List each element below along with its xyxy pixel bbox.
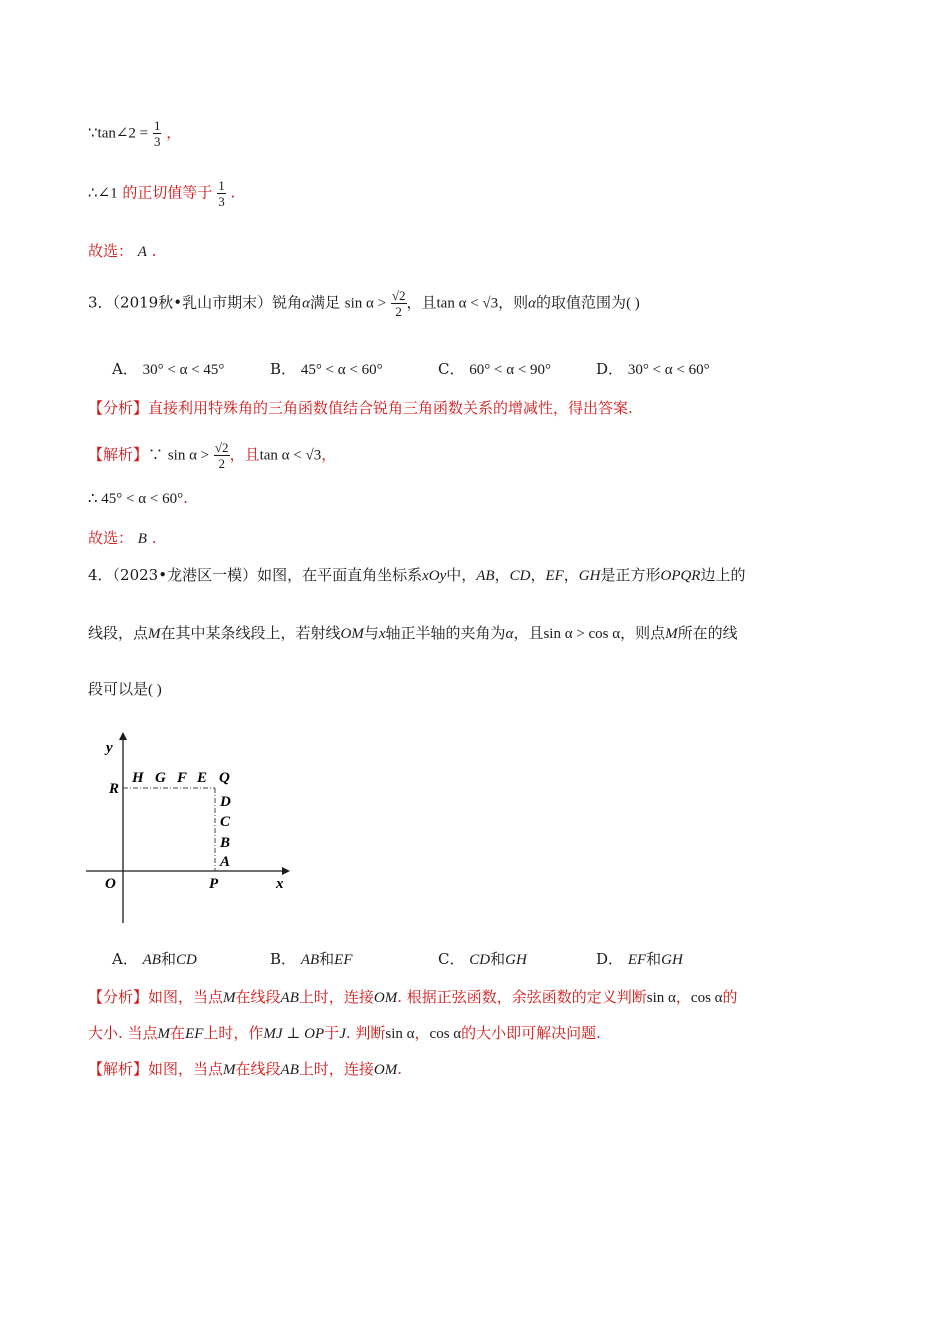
q4-paren: ( ) — [148, 682, 162, 698]
q4-option-a-and: 和 — [160, 950, 176, 968]
q4-an-4: . 根据正弦函数，余弦函数的定义判断 — [397, 988, 647, 1006]
q4-option-b-and: 和 — [319, 950, 335, 968]
q3-therefore-expr: ∴ 45° < α < 60° — [88, 491, 184, 507]
q4-an2-j: J — [339, 1026, 346, 1042]
q4-an2-4: 于 — [324, 1024, 340, 1042]
label-o: O — [105, 876, 116, 892]
q3-paren: ( ) — [626, 295, 640, 312]
q4-so-4: . — [397, 1060, 402, 1078]
label-c: C — [220, 814, 231, 830]
q4-option-a[interactable] — [112, 948, 197, 969]
q3-option-c[interactable] — [438, 358, 551, 379]
q4-so-1: 如图，当点 — [148, 1060, 224, 1078]
q3-range-text: 的取值范围为 — [536, 293, 627, 312]
label-g: G — [155, 770, 166, 786]
q4-number: 4． — [88, 566, 113, 584]
label-h: H — [132, 770, 144, 786]
q4-line3 — [88, 678, 162, 699]
q4-figure — [86, 728, 296, 928]
q4-option-c[interactable] — [438, 948, 527, 969]
step-tan2 — [88, 118, 181, 149]
q3-therefore — [88, 489, 188, 508]
q4-cd: CD — [509, 568, 531, 584]
angle1-numerator: 1 — [218, 178, 225, 193]
q4-line2-c: 与 — [363, 624, 379, 642]
q4-an-2: 在线段 — [235, 988, 281, 1006]
q3-sqrt2-fraction — [391, 288, 407, 319]
q3-then-text: ，则 — [498, 293, 529, 312]
answer-q3-suffix: . — [151, 529, 157, 547]
label-e: E — [197, 770, 208, 786]
angle1-suffix: . — [230, 183, 236, 202]
q4-line2 — [88, 622, 738, 643]
q4-so-om: OM — [373, 1062, 398, 1078]
q3-and-text: ，且 — [406, 293, 437, 312]
q4-solution — [88, 1058, 402, 1079]
tan2-suffix: ， — [166, 123, 182, 142]
q3-option-b[interactable] — [270, 358, 383, 379]
q4-an-m: M — [223, 990, 236, 1006]
q3-option-a-expr: 30° < α < 45° — [142, 362, 225, 378]
q4-sincos: sin α > cos α — [543, 626, 621, 642]
q4-option-c-second: GH — [505, 952, 527, 968]
q3-analysis — [88, 397, 633, 418]
q3-option-b-label: B． — [270, 360, 297, 378]
q4-an2-m: M — [157, 1026, 171, 1042]
q4-option-d[interactable] — [596, 948, 683, 969]
label-p: P — [209, 876, 219, 892]
q4-ef: EF — [545, 568, 564, 584]
q4-an2-2: 在 — [170, 1024, 186, 1042]
q3-option-d-expr: 30° < α < 60° — [627, 362, 710, 378]
q4-line2-f: ，则点 — [620, 624, 666, 642]
q4-c1: ， — [494, 566, 510, 584]
label-f: F — [177, 770, 188, 786]
q4-option-b-second: EF — [334, 952, 353, 968]
q4-c2: ， — [530, 566, 546, 584]
q4-line1-c: 是正方形 — [600, 566, 661, 584]
q3-option-c-expr: 60° < α < 90° — [469, 362, 552, 378]
q3-alpha: α — [302, 295, 310, 312]
q4-an-ab: AB — [280, 990, 299, 1006]
q4-an2-ef: EF — [185, 1026, 204, 1042]
q3-sol-sin: sin α > — [167, 447, 210, 464]
angle1-prefix: ∴∠1 — [88, 185, 118, 202]
q4-analysis-line1 — [88, 986, 738, 1007]
q4-alpha: α — [505, 626, 514, 642]
q4-m2: M — [665, 626, 678, 642]
q4-option-c-first: CD — [469, 952, 491, 968]
tan2-prefix: ∵tan∠2 = — [88, 125, 149, 142]
q4-line1-b: 中， — [446, 566, 477, 584]
q4-option-b[interactable] — [270, 948, 352, 969]
q4-opqr: OPQR — [660, 568, 701, 584]
label-r: R — [109, 781, 120, 797]
answer-q3-value: B — [137, 531, 147, 547]
q4-om: OM — [340, 626, 364, 642]
q3-option-b-expr: 45° < α < 60° — [300, 362, 383, 378]
tan2-denominator: 3 — [153, 134, 161, 149]
q4-option-c-label: C． — [438, 950, 465, 968]
q3-sqrt2-num: √2 — [391, 288, 406, 303]
q4-an2-7: 的大小即可解决问题. — [461, 1024, 601, 1042]
q4-option-b-label: B． — [270, 950, 297, 968]
q3-option-a[interactable] — [112, 358, 224, 379]
q4-an-1: 如图，当点 — [148, 988, 224, 1006]
answer-q2-value: A — [137, 244, 147, 260]
q3-solution — [88, 440, 336, 471]
answer-q3 — [88, 527, 157, 548]
tan2-numerator: 1 — [153, 118, 161, 133]
q4-an-3: 上时，连接 — [298, 988, 374, 1006]
q4-option-b-first: AB — [300, 952, 320, 968]
q3-analysis-tag: 【分析】 — [88, 399, 149, 417]
q4-line2-g: 所在的线 — [677, 624, 738, 642]
q4-an2-mj: MJ ⊥ OP — [263, 1026, 325, 1042]
q4-gh: GH — [578, 568, 601, 584]
label-y: y — [106, 740, 113, 756]
q4-an-5: ， — [675, 988, 691, 1006]
answer-q3-label: 故选： — [88, 529, 134, 547]
q3-sol-num: √2 — [214, 440, 229, 455]
q3-sol-and: ，且 — [229, 445, 260, 464]
q4-analysis-line2 — [88, 1022, 601, 1043]
q4-xoy: xOy — [422, 568, 447, 584]
q3-sol-tan: tan α < √3 — [259, 447, 322, 464]
q3-sol-fraction — [214, 440, 230, 471]
q4-line2-b: 在其中某条线段上，若射线 — [160, 624, 341, 642]
q4-an2-5: . 判断 — [345, 1024, 386, 1042]
q4-line2-d: 轴正半轴的夹角为 — [385, 624, 506, 642]
q4-line1-a: （2023•龙港区一模）如图，在平面直角坐标系 — [112, 566, 423, 584]
q3-sol-comma: ， — [321, 445, 337, 464]
q3-alpha-2: α — [528, 295, 537, 312]
step-angle1 — [88, 178, 235, 209]
q4-so-2: 在线段 — [235, 1060, 281, 1078]
label-d: D — [220, 794, 231, 810]
q4-solution-tag: 【解析】 — [88, 1060, 149, 1078]
q3-tan-expr: tan α < √3 — [436, 295, 499, 312]
q4-option-a-first: AB — [142, 952, 161, 968]
q4-option-d-first: EF — [627, 952, 647, 968]
q3-sol-den: 2 — [218, 456, 225, 471]
q4-m: M — [148, 626, 161, 642]
label-x: x — [276, 876, 284, 892]
q4-x: x — [378, 626, 386, 642]
q4-option-d-label: D． — [596, 950, 624, 968]
q4-option-d-second: GH — [661, 952, 683, 968]
q4-line2-e: ，且 — [513, 624, 544, 642]
answer-q2-suffix: . — [151, 242, 157, 260]
tan2-fraction — [153, 118, 162, 149]
q4-an2-sin: sin α — [385, 1026, 415, 1042]
q3-cond-text: 满足 — [309, 293, 340, 312]
q4-an-6: 的 — [722, 988, 738, 1006]
angle1-text: 的正切值等于 — [122, 183, 213, 202]
q3-option-d-label: D． — [596, 360, 624, 378]
q4-so-m: M — [223, 1062, 236, 1078]
q4-an2-6: ， — [414, 1024, 430, 1042]
y-axis-arrow — [119, 732, 127, 740]
q3-option-c-label: C． — [438, 360, 465, 378]
q3-sqrt2-den: 2 — [395, 304, 402, 319]
label-b: B — [220, 835, 231, 851]
q4-analysis-tag: 【分析】 — [88, 988, 149, 1006]
q4-line1 — [88, 564, 746, 585]
q3-because: ∵ — [148, 445, 164, 464]
q4-so-3: 上时，连接 — [298, 1060, 374, 1078]
q4-an2-3: 上时，作 — [203, 1024, 264, 1042]
x-axis-arrow — [282, 867, 290, 875]
answer-q2 — [88, 240, 157, 261]
q4-option-a-label: A． — [112, 950, 138, 968]
q3-source: （2019秋•乳山市期末）锐角 — [112, 293, 303, 312]
q4-ab: AB — [476, 568, 495, 584]
q4-line1-d: 边上的 — [700, 566, 746, 584]
q4-an-om: OM — [373, 990, 398, 1006]
q4-line2-a: 线段，点 — [88, 624, 149, 642]
q4-option-d-and: 和 — [646, 950, 662, 968]
q3-number: 3． — [88, 293, 113, 312]
q3-solution-tag: 【解析】 — [88, 445, 149, 464]
q4-so-ab: AB — [280, 1062, 299, 1078]
q4-an-sin: sin α — [646, 990, 676, 1006]
q4-an-cos: cos α — [690, 990, 723, 1006]
q3-option-a-label: A． — [112, 360, 138, 378]
answer-q2-label: 故选： — [88, 242, 134, 260]
q4-option-a-second: CD — [175, 952, 197, 968]
angle1-denominator: 3 — [218, 194, 225, 209]
label-q: Q — [219, 770, 230, 786]
q3-sin-expr: sin α > — [344, 295, 387, 312]
q4-an2-cos: cos α — [429, 1026, 462, 1042]
q3-analysis-text: 直接利用特殊角的三角函数值结合锐角三角函数关系的增减性，得出答案. — [148, 399, 633, 417]
q3-option-d[interactable] — [596, 358, 710, 379]
angle1-fraction — [217, 178, 226, 209]
q4-an2-1: 大小. 当点 — [88, 1024, 158, 1042]
q4-option-c-and: 和 — [490, 950, 506, 968]
label-a: A — [220, 854, 231, 870]
q3-therefore-suffix: . — [183, 489, 188, 507]
q4-line3-text: 段可以是 — [88, 680, 149, 698]
q3-stem — [88, 288, 640, 319]
q4-c3: ， — [563, 566, 579, 584]
